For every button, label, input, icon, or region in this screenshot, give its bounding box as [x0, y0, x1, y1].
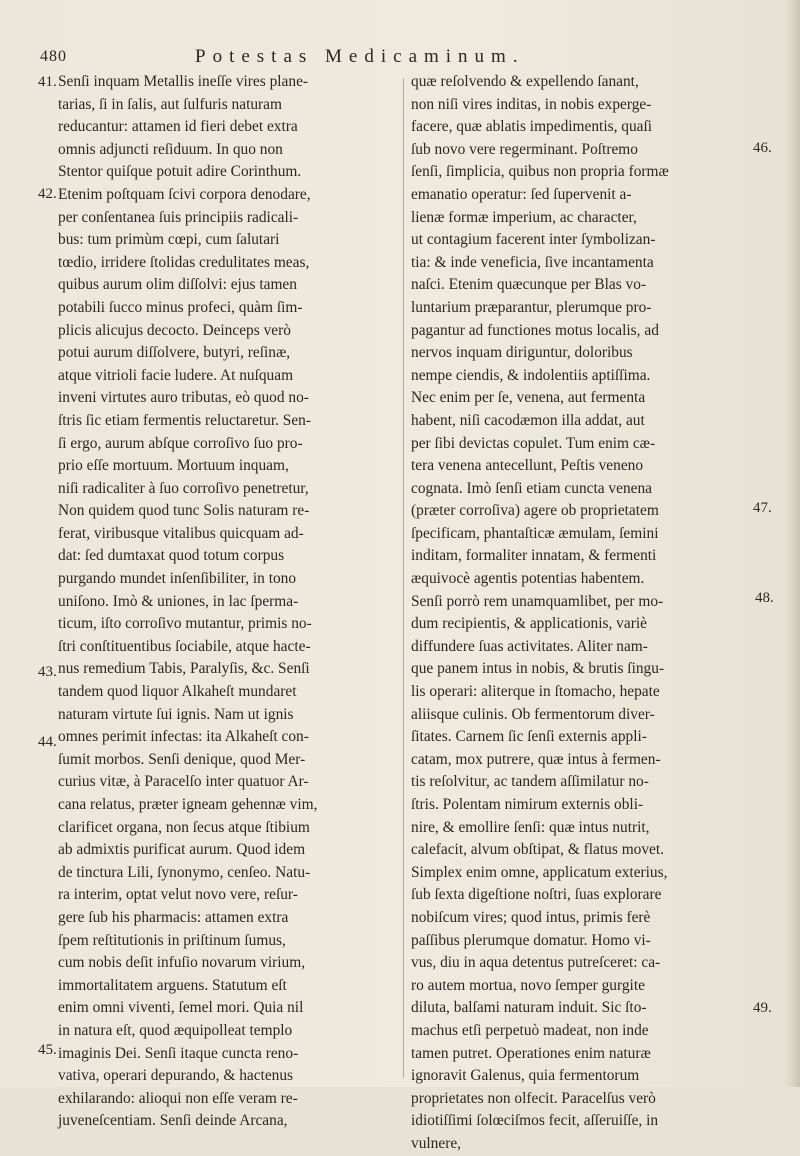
left-column [58, 71, 385, 1133]
text-line: tandem quod liquor Alkaheſt mundaret [58, 683, 297, 701]
text-line: tia: & inde veneficia, ſive incantamenta [411, 253, 654, 271]
text-line: Etenim poſtquam ſcivi corpora denodare, [58, 185, 311, 203]
text-line: in natura eſt, quod æquipolleat templo [58, 1021, 293, 1039]
page-edge-shadow [786, 0, 800, 1087]
text-line: tarias, ſi in ſalis, aut ſulfuris naturam [58, 95, 282, 113]
text-line: quibus aurum olim diſſolvi: ejus tamen [58, 276, 297, 294]
text-line: paſſibus plerumque domatur. Homo vi- [411, 931, 651, 949]
text-line: proprietates non olfecit. Paracelſus verò [411, 1089, 656, 1107]
text-line: enim omni viventi, ſemel mori. Quia nil [58, 999, 304, 1017]
text-line: Senſi porrò rem unamquamlibet, per mo- [411, 592, 664, 610]
text-line: ſtri conſtituentibus ſociabile, atque hacte- [58, 637, 311, 655]
text-line: omnes perimit infectas: ita Alkaheſt con- [58, 728, 309, 746]
text-line: de tinctura Lili, ſynonymo, cenſeo. Natu- [58, 863, 311, 881]
text-line: idiotiſſimi ſolœciſmos fecit, aſſeruiſſe, in [411, 1112, 659, 1130]
text-line: ſpem reſtitutionis in priſtinum ſumus, [58, 931, 286, 949]
text-line: ticum, iſto corroſivo mutantur, primis no- [58, 615, 312, 633]
text-line: plicis alicujus decocto. Deinceps verò [58, 321, 291, 339]
text-line: calefacit, alvum obſtipat, & flatus movet. [411, 841, 665, 859]
text-line: lis operari: aliterque in ſtomacho, hepate [411, 683, 660, 701]
text-line: tis reſolvitur, ac tandem aſſimilatur no- [411, 773, 649, 791]
text-line: gere ſub his pharmacis: attamen extra [58, 908, 289, 926]
text-line: ſpecificam, phantaſticæ æmulam, ſemini [411, 524, 659, 542]
text-line: ro autem mortua, novo ſemper gurgite [411, 976, 645, 994]
margin-number: 41. [38, 74, 57, 90]
text-line: cana relatus, præter igneam gehennæ vim, [58, 796, 318, 813]
text-line: tera venena antecellunt, Peſtis veneno [411, 457, 644, 475]
text-line: potabili ſucco minus profeci, quàm ſim- [58, 298, 303, 316]
text-line: curius vitæ, à Paracelſo inter quatuor Ar- [58, 773, 309, 791]
text-line: ſub novo vere regerminant. Poſtremo [411, 140, 638, 158]
text-line: ab admixtis purificat aurum. Quod idem [58, 841, 306, 859]
text-line: atque vitrioli facie ludere. At nuſquam [58, 366, 294, 384]
text-line: æquivocè agentis potentias habentem. [411, 570, 645, 588]
margin-number: 44. [38, 734, 57, 750]
margin-number: 49. [753, 1000, 772, 1016]
text-line: imaginis Dei. Senſi itaque cuncta reno- [58, 1044, 299, 1062]
text-line: inveni virtutes auro tributas, eò quod no- [58, 389, 309, 407]
text-line: cum nobis deſit infuſio novarum virium, [58, 954, 306, 972]
text-line: nire, & emollire ſenſi: quæ intus nutrit, [411, 818, 650, 836]
text-line: naſci. Etenim quæcunque per Blas vo- [411, 276, 647, 294]
margin-number: 47. [753, 500, 772, 516]
text-line: nempe ciendis, & indolentiis aptiſſima. [411, 366, 651, 384]
text-line: lienæ formæ imperium, ac character, [411, 208, 637, 226]
margin-number: 46. [753, 140, 772, 156]
text-line: aliisque culinis. Ob fermentorum diver- [411, 705, 655, 723]
text-line: prio eſſe mortuum. Mortuum inquam, [58, 457, 289, 475]
text-line: non niſi vires inditas, in nobis experge- [411, 95, 652, 113]
text-line: bus: tum primùm cœpi, cum ſalutari [58, 231, 280, 249]
running-head: Potestas Medicaminum. [195, 46, 525, 67]
text-line: diluta, balſami naturam induit. Sic ſto- [411, 999, 647, 1017]
text-line: luntarium præparantur, plerumque pro- [411, 298, 652, 316]
text-line: quæ reſolvendo & expellendo ſanant, [411, 73, 639, 90]
text-line: pagantur ad functiones motus localis, ad [411, 321, 659, 339]
text-line: tamen putret. Operationes enim naturæ [411, 1044, 651, 1062]
text-line: ſumit morbos. Senſi denique, quod Mer- [58, 750, 306, 768]
margin-number: 48. [755, 590, 774, 606]
text-line: vativa, operari depurando, & hactenus [58, 1067, 294, 1085]
text-line: inditam, formaliter innatam, & fermenti [411, 547, 657, 565]
margin-number: 43. [38, 664, 57, 680]
text-line: ſitates. Carnem ſic ſenſi externis appli- [411, 728, 647, 746]
right-column [411, 71, 751, 1156]
text-line: vus, diu in aqua detentus putreſceret: ca- [411, 954, 661, 972]
text-line: nus remedium Tabis, Paralyſis, &c. Senſi [58, 660, 310, 678]
page-number: 480 [40, 48, 67, 65]
text-line: emanatio operatur: ſed ſupervenit a- [411, 185, 632, 203]
text-line: cognata. Imò ſenſi etiam cuncta venena [411, 479, 653, 497]
text-line: ut contagium facerent inter ſymbolizan- [411, 231, 656, 249]
text-line: juveneſcentiam. Senſi deinde Arcana, [58, 1112, 288, 1130]
text-line: habent, niſi cacodæmon illa addat, aut [411, 411, 645, 429]
text-line: tœdio, irridere ſtolidas credulitates meas, [58, 253, 310, 271]
text-line: dum recipientis, & applicationis, variè [411, 615, 647, 633]
text-line: ſi ergo, aurum abſque corroſivo ſuo pro- [58, 434, 303, 452]
text-line: ra interim, optat velut novo vere, reſur- [58, 886, 298, 904]
text-line: Simplex enim omne, applicatum exterius, [411, 863, 668, 881]
text-line: niſi radicaliter à ſuo corroſivo penetretur, [58, 479, 309, 497]
text-line: immortalitatem arguens. Statutum eſt [58, 976, 287, 994]
text-line: ignoravit Galenus, quia fermentorum [411, 1067, 640, 1085]
text-line: que panem intus in nobis, & brutis ſingu- [411, 660, 665, 678]
text-line: machus etſi perpetuò madeat, non inde [411, 1021, 649, 1039]
text-line: dat: ſed dumtaxat quod totum corpus [58, 547, 285, 565]
text-line: facere, quæ ablatis impedimentis, quaſi [411, 118, 653, 136]
text-line: purgando mundet inſenſibiliter, in tono [58, 570, 297, 588]
text-line: omnis adjuncti reſiduum. In quo non [58, 140, 283, 158]
text-line: uniſono. Imò & uniones, in lac ſperma- [58, 592, 299, 610]
text-line: clarificet organa, non ſecus atque ſtibium [58, 818, 310, 836]
text-line: nobiſcum vires; quod intus, primis ferè [411, 908, 651, 926]
text-line: ferat, viribusque vitalibus quicquam ad- [58, 524, 304, 542]
text-line: ſtris. Polentam nimirum externis obli- [411, 796, 644, 813]
text-line: potui aurum diſſolvere, butyri, reſinæ, [58, 344, 291, 362]
text-line: per ſibi devictas copulet. Tum enim cæ- [411, 434, 656, 452]
text-line: Stentor quiſque potuit adire Corinthum. [58, 163, 302, 181]
text-line: Senſi inquam Metallis ineſſe vires plane- [58, 73, 309, 90]
text-line: Nec enim per ſe, venena, aut fermenta [411, 389, 646, 407]
text-line: naturam virtute ſui ignis. Nam ut ignis [58, 705, 294, 723]
text-line: ſenſi, ſimplicia, quibus non propria formæ [411, 163, 669, 181]
margin-number: 45. [38, 1042, 57, 1058]
text-line: ſub ſexta digeſtione noſtri, ſuas explorare [411, 886, 662, 904]
text-line: diffundere ſuas activitates. Aliter nam- [411, 637, 648, 655]
text-line: reducantur: attamen id fieri debet extra [58, 118, 298, 136]
text-line: exhilarando: alioqui non eſſe veram re- [58, 1089, 298, 1107]
text-line: vulnere, [411, 1134, 461, 1152]
text-line: catam, mox putrere, quæ intus à fermen- [411, 750, 661, 768]
column-divider [403, 78, 404, 1078]
margin-number: 42. [38, 186, 57, 202]
text-line: ſtris ſic etiam fermentis reluctaretur. Sen- [58, 411, 311, 429]
text-line: (præter corroſiva) agere ob proprietatem [411, 502, 659, 520]
text-line: Non quidem quod tunc Solis naturam re- [58, 502, 310, 520]
text-line: nervos inquam diriguntur, doloribus [411, 344, 633, 362]
text-line: per conſentanea ſuis principiis radicali- [58, 208, 299, 226]
